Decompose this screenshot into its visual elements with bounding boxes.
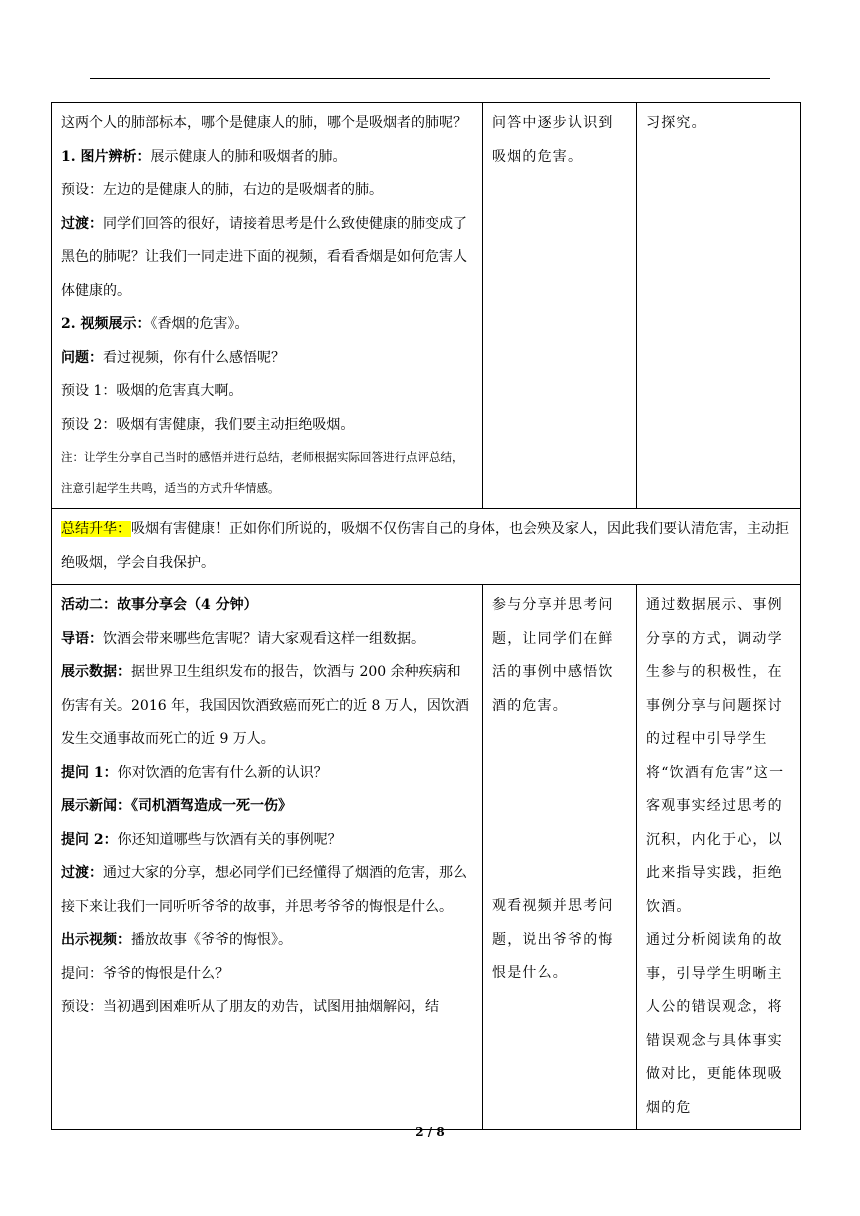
teacher-activity-cell	[52, 585, 483, 1130]
lesson-plan-table	[51, 102, 801, 1130]
header-rule	[90, 78, 770, 79]
paragraph: 展示数据：据世界卫生组织发布的报告，饮酒与 200 余种疾病和伤害有关。2016 年，我国因饮酒致癌而死亡的近 8 万人，因饮酒发生交通事故而死亡的近 9 万人。	[61, 664, 469, 747]
paragraph: 提问：爷爷的悔恨是什么？	[61, 965, 229, 982]
paragraph: 1. 图片辨析：展示健康人的肺和吸烟者的肺。	[61, 148, 347, 165]
paragraph: 预设 2：吸烟有害健康，我们要主动拒绝吸烟。	[61, 416, 355, 433]
paragraph: 预设：当初遇到困难听从了朋友的劝告，试图用抽烟解闷，结	[61, 999, 439, 1015]
table-row	[52, 103, 801, 509]
paragraph: 问题：看过视频，你有什么感悟呢？	[61, 349, 285, 366]
paragraph: 这两个人的肺部标本，哪个是健康人的肺，哪个是吸烟者的肺呢？	[61, 115, 467, 131]
paragraph: 通过分析阅读角的故事，引导学生明晰主人公的错误观念，将错误观念与具体事实做对比，更能体现吸烟的危	[646, 932, 783, 1116]
paragraph: 问答中逐步认识到吸烟的危害。	[492, 115, 614, 165]
paragraph: 提问 1：你对饮酒的危害有什么新的认识？	[61, 764, 328, 781]
student-activity-cell	[483, 585, 637, 1130]
design-intent-cell	[637, 585, 801, 1130]
paragraph: 导语：饮酒会带来哪些危害呢？请大家观看这样一组数据。	[61, 630, 425, 647]
paragraph: 预设 1：吸烟的危害真大啊。	[61, 383, 243, 399]
paragraph: 2. 视频展示：《香烟的危害》。	[61, 316, 249, 332]
activity-heading: 活动二：故事分享会（4 分钟）	[61, 597, 258, 613]
paragraph: 过渡：同学们回答的很好，请接着思考是什么致使健康的肺变成了黑色的肺呢？让我们一同走进下面的视频，看看香烟是如何危害人体健康的。	[61, 215, 467, 299]
paragraph: 出示视频：播放故事《爷爷的悔恨》。	[61, 932, 292, 948]
table-row	[52, 509, 801, 585]
paragraph: 通过数据展示、事例分享的方式，调动学生参与的积极性，在事例分享与问题探讨的过程中引导学生将“饮酒有危害”这一客观事实经过思考的沉积，内化于心，以此来指导实践，拒绝饮酒。	[646, 597, 785, 915]
summary-cell	[52, 509, 801, 585]
table-row	[52, 585, 801, 1130]
paragraph: 总结升华：吸烟有害健康！正如你们所说的，吸烟不仅伤害自己的身体，也会殃及家人，因此我们要认清危害，主动拒绝吸烟，学会自我保护。	[61, 521, 789, 571]
design-intent-cell	[637, 103, 801, 509]
summary-label: 总结升华：	[61, 521, 131, 537]
page-number: 2 / 8	[415, 1125, 445, 1139]
teacher-activity-cell	[52, 103, 483, 509]
paragraph: 展示新闻：《司机酒驾造成一死一伤》	[61, 798, 292, 814]
student-activity-cell	[483, 103, 637, 509]
paragraph: 过渡：通过大家的分享，想必同学们已经懂得了烟酒的危害，那么接下来让我们一同听听爷爷的故事，并思考爷爷的悔恨是什么。	[61, 865, 467, 915]
paragraph: 观看视频并思考问题，说出爷爷的悔恨是什么。	[492, 898, 614, 981]
paragraph: 参与分享并思考问题，让同学们在鲜活的事例中感悟饮酒的危害。	[492, 597, 614, 714]
paragraph: 预设：左边的是健康人的肺，右边的是吸烟者的肺。	[61, 182, 383, 198]
paragraph: 提问 2：你还知道哪些与饮酒有关的事例呢？	[61, 831, 342, 848]
teacher-note: 注：让学生分享自己当时的感悟并进行总结，老师根据实际回答进行点评总结，注意引起学生共鸣，适当的方式升华情感。	[61, 450, 464, 495]
paragraph: 习探究。	[646, 115, 707, 131]
